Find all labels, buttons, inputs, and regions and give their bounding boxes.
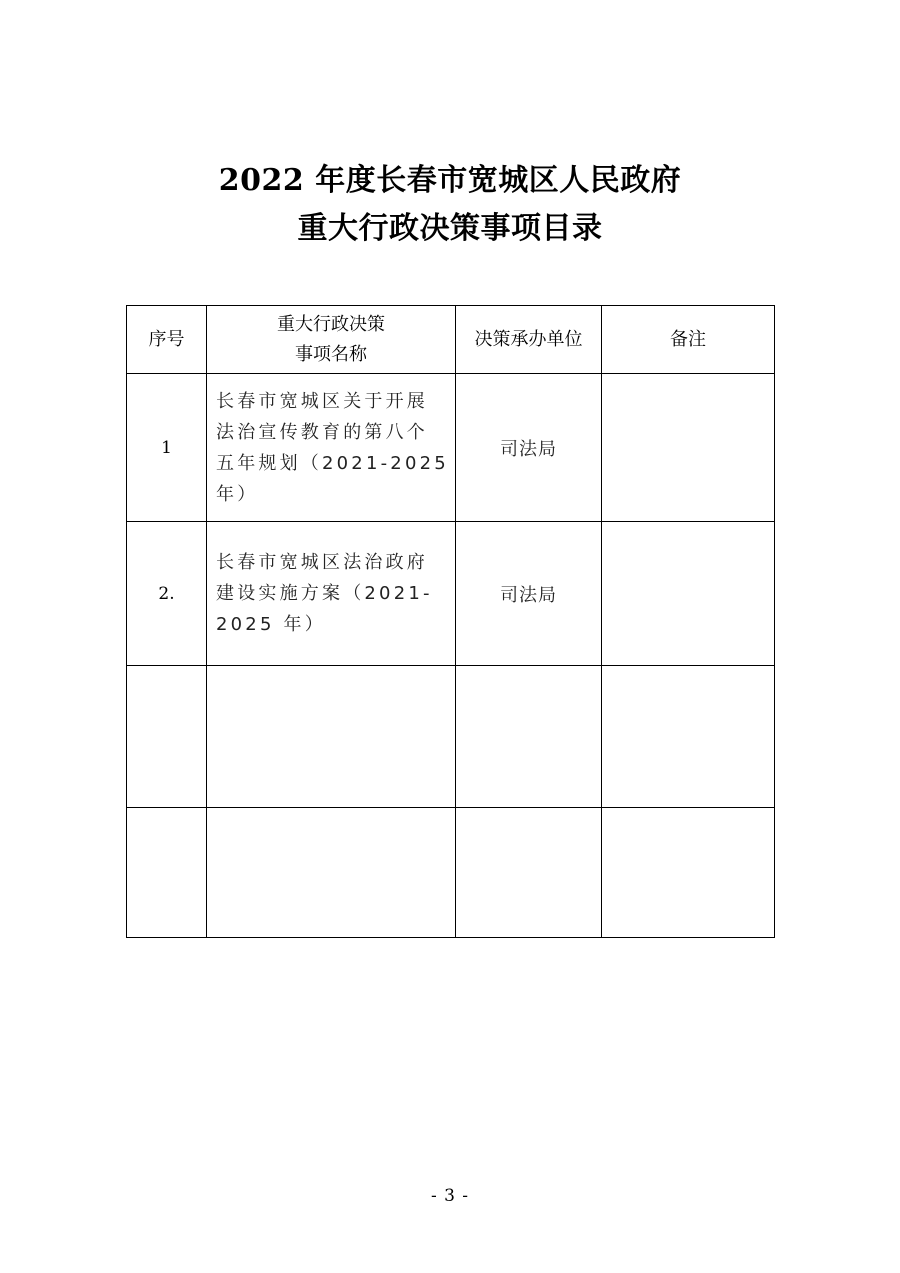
row-decision-name: 长春市宽城区关于开展法治宣传教育的第八个五年规划（2021-2025 年） — [207, 374, 456, 522]
row-seq — [127, 808, 207, 938]
document-title-line-1: 2022 年度长春市宽城区人民政府 — [218, 163, 682, 198]
header-name-line-1: 重大行政决策 — [277, 313, 385, 335]
document-title-line-2: 重大行政决策事项目录 — [297, 211, 603, 246]
row-decision-name: 长春市宽城区法治政府建设实施方案（2021-2025 年） — [207, 522, 456, 666]
header-name — [207, 306, 456, 374]
table-header-row — [127, 306, 775, 374]
row-seq: 1 — [127, 374, 207, 522]
header-name-line-2: 事项名称 — [295, 343, 367, 365]
row-note — [602, 522, 775, 666]
row-seq — [127, 666, 207, 808]
header-note: 备注 — [602, 306, 775, 374]
row-unit: 司法局 — [456, 522, 602, 666]
row-note — [602, 808, 775, 938]
row-unit — [456, 666, 602, 808]
table-row — [127, 374, 775, 522]
row-decision-name — [207, 666, 456, 808]
row-seq: 2. — [127, 522, 207, 666]
table-row — [127, 522, 775, 666]
table-row — [127, 666, 775, 808]
row-unit — [456, 808, 602, 938]
header-unit: 决策承办单位 — [456, 306, 602, 374]
decision-catalog-table — [126, 305, 775, 938]
header-seq: 序号 — [127, 306, 207, 374]
row-unit: 司法局 — [456, 374, 602, 522]
row-note — [602, 666, 775, 808]
table-row — [127, 808, 775, 938]
page-number: - 3 - — [430, 1186, 470, 1206]
row-decision-name — [207, 808, 456, 938]
row-note — [602, 374, 775, 522]
